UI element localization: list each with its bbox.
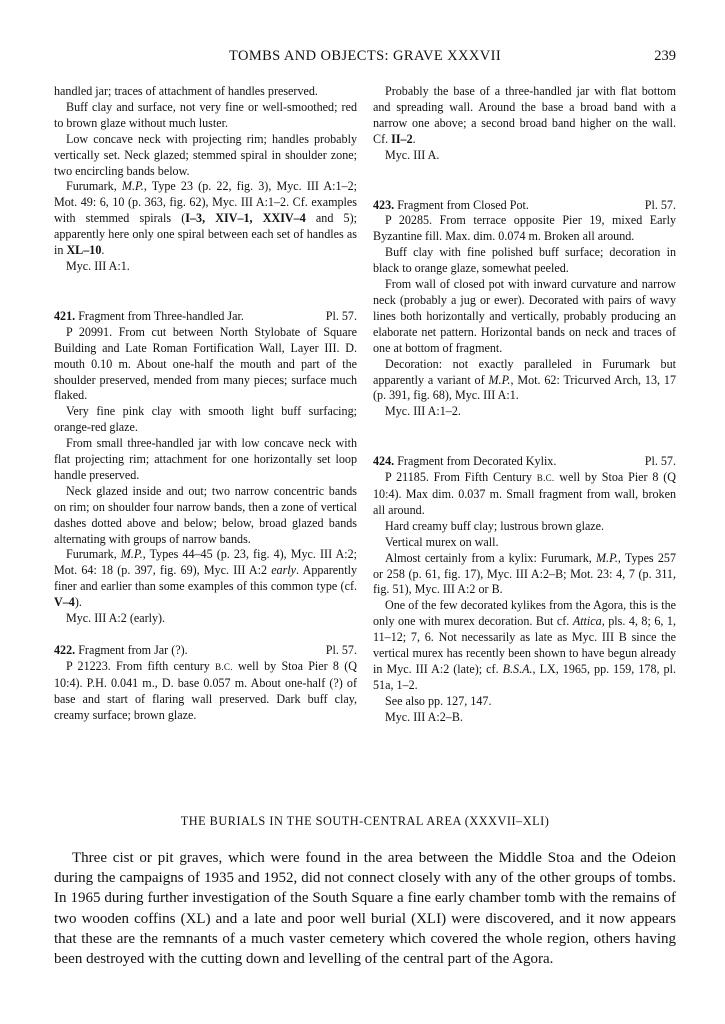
entry-title: Fragment from Three-handled Jar.	[75, 308, 244, 323]
paragraph: Very fine pink clay with smooth light buff surfacing; orange-red glaze.	[54, 404, 357, 435]
entry-number: 422.	[54, 643, 76, 657]
paragraph: Decoration: not exactly paralleled in Furumark but apparently a variant of M.P., Mot. 62: Tricurved Arch, 13, 17 (p. 391, fig. 68), Myc. III A:1.	[373, 356, 677, 403]
paragraph: Myc. III A:1.	[66, 258, 130, 273]
section-heading: THE BURIALS IN THE SOUTH-CENTRAL AREA (XXXVII–XLI)	[180, 814, 550, 828]
paragraph: P 20991. From cut between North Stylobate of Square Building and Late Roman Fortification Wall, Layer III. D. mouth 0.10 m. About one-half the mouth and part of the shoulder preserved, mended from many pieces; surface much flaked.	[54, 324, 357, 403]
entry-number: 423.	[373, 197, 395, 212]
paragraph: P 20285. From terrace opposite Pier 19, mixed Early Byzantine fill. Max. dim. 0.074 m. Broken all around.	[373, 213, 676, 244]
entry-number: 421.	[54, 308, 76, 323]
paragraph: From wall of closed pot with inward curvature and narrow neck (probably a jug or ewer). Decorated with pairs of wavy lines both horizontally and vertically, probably producing an elaborate net pattern. Horizontal bands on neck and traces of one at bottom of fragment.	[373, 277, 676, 355]
paragraph: Furumark, M.P., Type 23 (p. 22, fig. 3), Myc. III A:1–2; Mot. 49: 6, 10 (p. 363, fig. 62), Myc. III A:1–2. Cf. examples with stemmed spirals (I–3, XIV–1, XXIV–4 and 5); apparently here only one spiral between each set of handles as in XL–10.	[54, 179, 357, 258]
paragraph: Myc. III A:1–2.	[385, 404, 461, 419]
plate-reference: Pl. 57.	[644, 454, 676, 469]
paragraph: Myc. III A.	[385, 147, 440, 162]
plate-reference: Pl. 57.	[644, 197, 676, 212]
paragraph: Hard creamy buff clay; lustrous brown glaze.	[385, 518, 605, 533]
entry-title: Fragment from Jar (?).	[75, 643, 188, 657]
paragraph: Vertical murex on wall.	[385, 534, 499, 549]
paragraph: handled jar; traces of attachment of handles preserved.	[54, 84, 318, 98]
right-column	[373, 84, 676, 726]
entry-title: Fragment from Decorated Kylix.	[394, 454, 557, 469]
page-number: 239	[654, 48, 676, 64]
paragraph: Myc. III A:2–B.	[385, 709, 463, 724]
paragraph: P 21185. From Fifth Century B.C. well by Stoa Pier 8 (Q 10:4). Max dim. 0.037 m. Small fragment from wall, broken all around.	[373, 470, 676, 517]
paragraph: Probably the base of a three-handled jar with flat bottom and spreading wall. Around the base a broad band with a narrow one above; a second broad band higher on the wall. Cf. II–2.	[373, 84, 676, 146]
catalog-entry-424-heading	[373, 454, 676, 470]
catalog-entry-421-heading	[54, 309, 357, 325]
paragraph: Furumark, M.P., Types 44–45 (p. 23, fig. 4), Myc. III A:2; Mot. 64: 18 (p. 397, fig. 69), Myc. III A:2 early. Apparently finer and earlier than some examples of this common type (cf. V–4).	[54, 547, 357, 610]
plate-reference: Pl. 57.	[325, 308, 357, 323]
catalog-entry-422-heading	[54, 643, 357, 659]
paragraph: See also pp. 127, 147.	[385, 693, 492, 708]
running-header	[54, 48, 676, 70]
paragraph: Buff clay with fine polished buff surface; decoration in black to orange glaze, somewhat peeled.	[373, 245, 676, 276]
paragraph: One of the few decorated kylikes from the Agora, this is the only one with murex decoration. But cf. Attica, pls. 4, 8; 6, 1, 11–12; 7, 6. Not necessarily as late as Myc. III B since the vertical murex has recently been shown to have begun already in Myc. III A:2 (late); cf. B.S.A., LX, 1965, pp. 159, 178, pl. 51a, 1–2.	[373, 598, 676, 692]
left-column	[54, 84, 357, 724]
entry-number: 424.	[373, 454, 395, 469]
paragraph: Myc. III A:2 (early).	[66, 611, 166, 626]
section-intro-paragraph: Three cist or pit graves, which were found in the area between the Middle Stoa and the Odeion during the campaigns of 1935 and 1952, did not connect closely with any of the other groups of tombs. In 1965 during further investigation of the South Square a fine early chamber tomb with the remains of two wooden coffins (XL) and a late and poor well burial (XLI) were discovered, and it now appears that these are the remnants of a much vaster cemetery which covered the whole region, others having been destroyed with the cutting down and levelling of the central part of the Agora.	[54, 850, 676, 968]
plate-reference: Pl. 57.	[325, 643, 357, 657]
entry-title: Fragment from Closed Pot.	[394, 197, 529, 212]
paragraph: P 21223. From fifth century B.C. well by Stoa Pier 8 (Q 10:4). P.H. 0.041 m., D. base 0.057 m. About one-half (?) of base and start of flaring wall preserved. Dark buff clay, creamy surface; brown glaze.	[54, 658, 357, 722]
paragraph: From small three-handled jar with low concave neck with flat projecting rim; attachment for one horizontally set loop handle preserved.	[54, 436, 357, 482]
catalog-entry-423-heading	[373, 198, 676, 214]
paragraph: Neck glazed inside and out; two narrow concentric bands on rim; on shoulder four narrow bands, then a zone of vertical dashes dotted above and below; below, broad glazed bands alternating with groups of narrow bands.	[54, 483, 357, 546]
paragraph: Low concave neck with projecting rim; handles probably vertically set. Neck glazed; stemmed spiral in shoulder zone; two encircling bands below.	[54, 131, 357, 178]
paragraph: Buff clay and surface, not very fine or well-smoothed; red to brown glaze without much luster.	[54, 99, 357, 130]
running-title: TOMBS AND OBJECTS: GRAVE XXXVII	[228, 48, 502, 64]
paragraph: Almost certainly from a kylix: Furumark, M.P., Types 257 or 258 (p. 61, fig. 17), Myc. III A:2–B; Mot. 23: 4, 7 (p. 311, fig. 51), Myc. III A:2 or B.	[373, 550, 676, 597]
